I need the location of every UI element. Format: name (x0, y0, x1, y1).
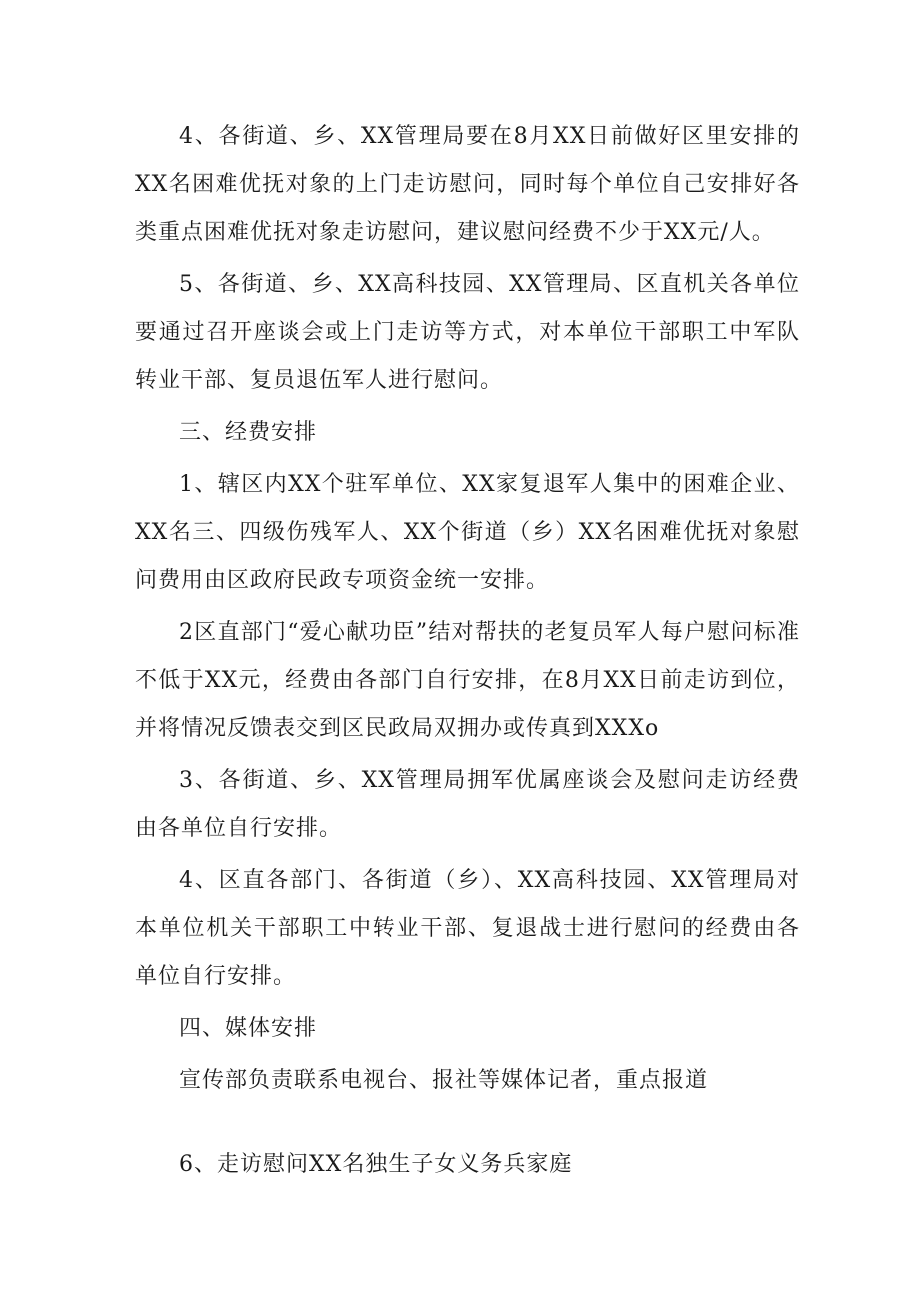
paragraph-media: 宣传部负责联系电视台、报社等媒体记者，重点报道 (179, 1068, 709, 1093)
paragraph-item-4-visits: 4、各街道、乡、XX管理局要在8月XX日前做好区里安排的XX名困难优抚对象的上门走访慰问，同时每个单位自己安排好各类重点困难优抚对象走访慰问，建议慰问经费不少于XX元/人。 (135, 124, 800, 245)
document-body (135, 113, 800, 1189)
paragraph-funding-3: 3、各街道、乡、XX管理局拥军优属座谈会及慰问走访经费由各单位自行安排。 (135, 768, 800, 841)
paragraph-funding-2: 2区直部门“爱心献功臣”结对帮扶的老复员军人每户慰问标准不低于XX元，经费由各部门自行安排，在8月XX日前走访到位，并将情况反馈表交到区民政局双拥办或传真到XXXo (135, 620, 800, 741)
section-heading-funding: 三、经费安排 (179, 420, 318, 445)
paragraph-item-6-families: 6、走访慰问XX名独生子女义务兵家庭 (179, 1152, 573, 1177)
paragraph-item-5-symposium: 5、各街道、乡、XX高科技园、XX管理局、区直机关各单位要通过召开座谈会或上门走访等方式，对本单位干部职工中军队转业干部、复员退伍军人进行慰问。 (135, 272, 800, 393)
section-heading-media: 四、媒体安排 (179, 1016, 318, 1041)
paragraph-funding-1: 1、辖区内XX个驻军单位、XX家复退军人集中的困难企业、XX名三、四级伤残军人、XX个街道（乡）XX名困难优抚对象慰问费用由区政府民政专项资金统一安排。 (135, 472, 800, 593)
paragraph-funding-4: 4、区直各部门、各街道（乡）、XX高科技园、XX管理局对本单位机关干部职工中转业干部、复退战士进行慰问的经费由各单位自行安排。 (135, 868, 800, 989)
